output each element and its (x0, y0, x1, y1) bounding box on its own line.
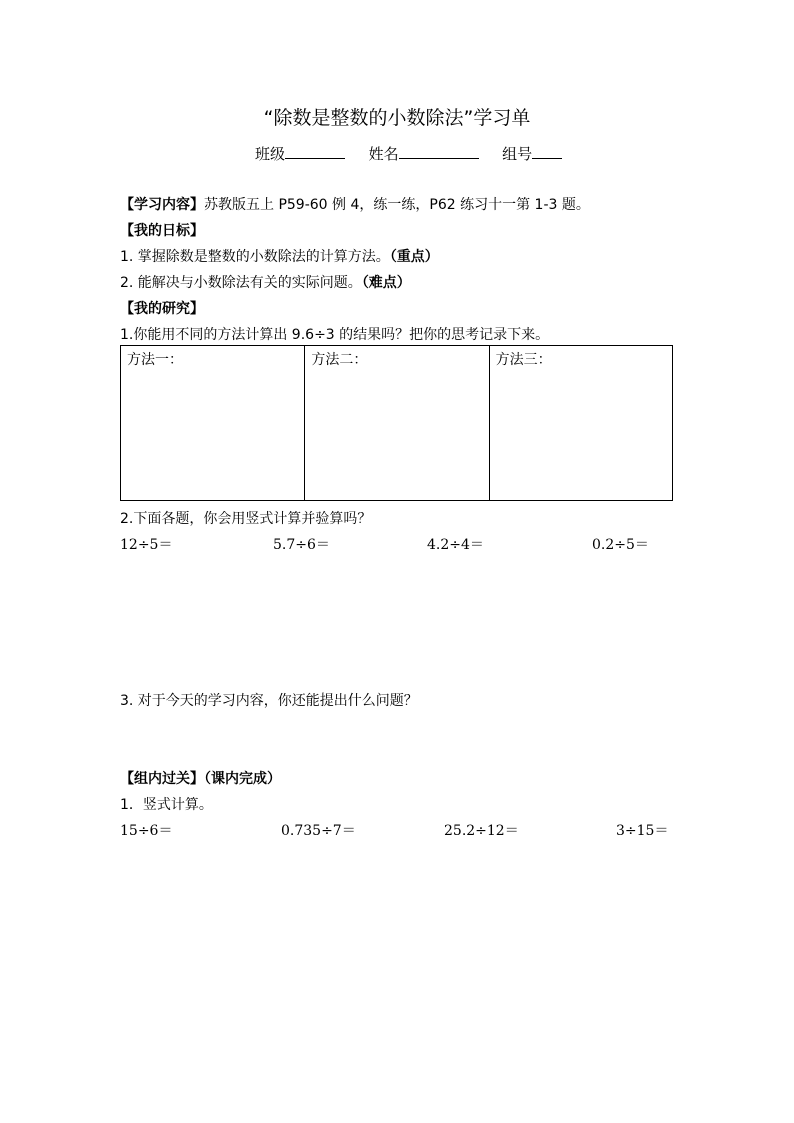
goal-item (120, 246, 439, 266)
group-check-question-1: 1．竖式计算。 (120, 797, 213, 813)
group-blank[interactable] (532, 144, 562, 159)
goal-text: 2. 能解决与小数除法有关的实际问题。 (120, 275, 362, 291)
learning-content-tag: 【学习内容】 (120, 197, 204, 213)
class-label: 班级 (255, 145, 286, 163)
question-3: 3. 对于今天的学习内容，你还能提出什么问题？ (120, 693, 418, 709)
group-label: 组号 (502, 145, 533, 163)
group-check-note: （课内完成） (204, 771, 281, 787)
learning-content (120, 194, 590, 214)
research-heading: 【我的研究】 (120, 301, 204, 317)
group-check-heading: 【组内过关】 (120, 771, 204, 787)
question-1: 1.你能用不同的方法计算出 9.6÷3 的结果吗？把你的思考记录下来。 (120, 327, 550, 343)
method-cell[interactable] (121, 346, 304, 500)
division-expression: 15÷6＝ (120, 823, 173, 839)
class-blank[interactable] (285, 144, 345, 159)
method-cell[interactable] (489, 346, 672, 500)
group-check (120, 768, 281, 788)
division-expression: 25.2÷12＝ (444, 823, 519, 839)
question-2: 2.下面各题，你会用竖式计算并验算吗？ (120, 511, 372, 527)
method-label: 方法二： (311, 352, 368, 368)
student-info-row (255, 143, 562, 164)
goal-mark: （难点） (361, 275, 411, 291)
division-expression: 3÷15＝ (616, 823, 669, 839)
method-cell[interactable] (304, 346, 488, 500)
goal-mark: （重点） (389, 249, 439, 265)
goal-item (120, 272, 411, 292)
division-expression: 0.2÷5＝ (592, 537, 649, 553)
page-title: “除数是整数的小数除法”学习单 (263, 107, 531, 129)
division-expression: 4.2÷4＝ (427, 537, 484, 553)
method-label: 方法一： (127, 352, 183, 368)
goals-heading: 【我的日标】 (120, 223, 204, 239)
name-blank[interactable] (399, 144, 479, 159)
goal-text: 1. 掌握除数是整数的小数除法的计算方法。 (120, 249, 390, 265)
division-expression: 5.7÷6＝ (273, 537, 330, 553)
methods-table (120, 345, 673, 501)
division-expression: 0.735÷7＝ (281, 823, 356, 839)
name-label: 姓名 (368, 145, 399, 163)
division-expression: 12÷5＝ (120, 537, 173, 553)
method-label: 方法三： (495, 352, 552, 368)
learning-content-text: 苏教版五上 P59-60 例 4，练一练，P62 练习十一第 1-3 题。 (204, 197, 590, 213)
